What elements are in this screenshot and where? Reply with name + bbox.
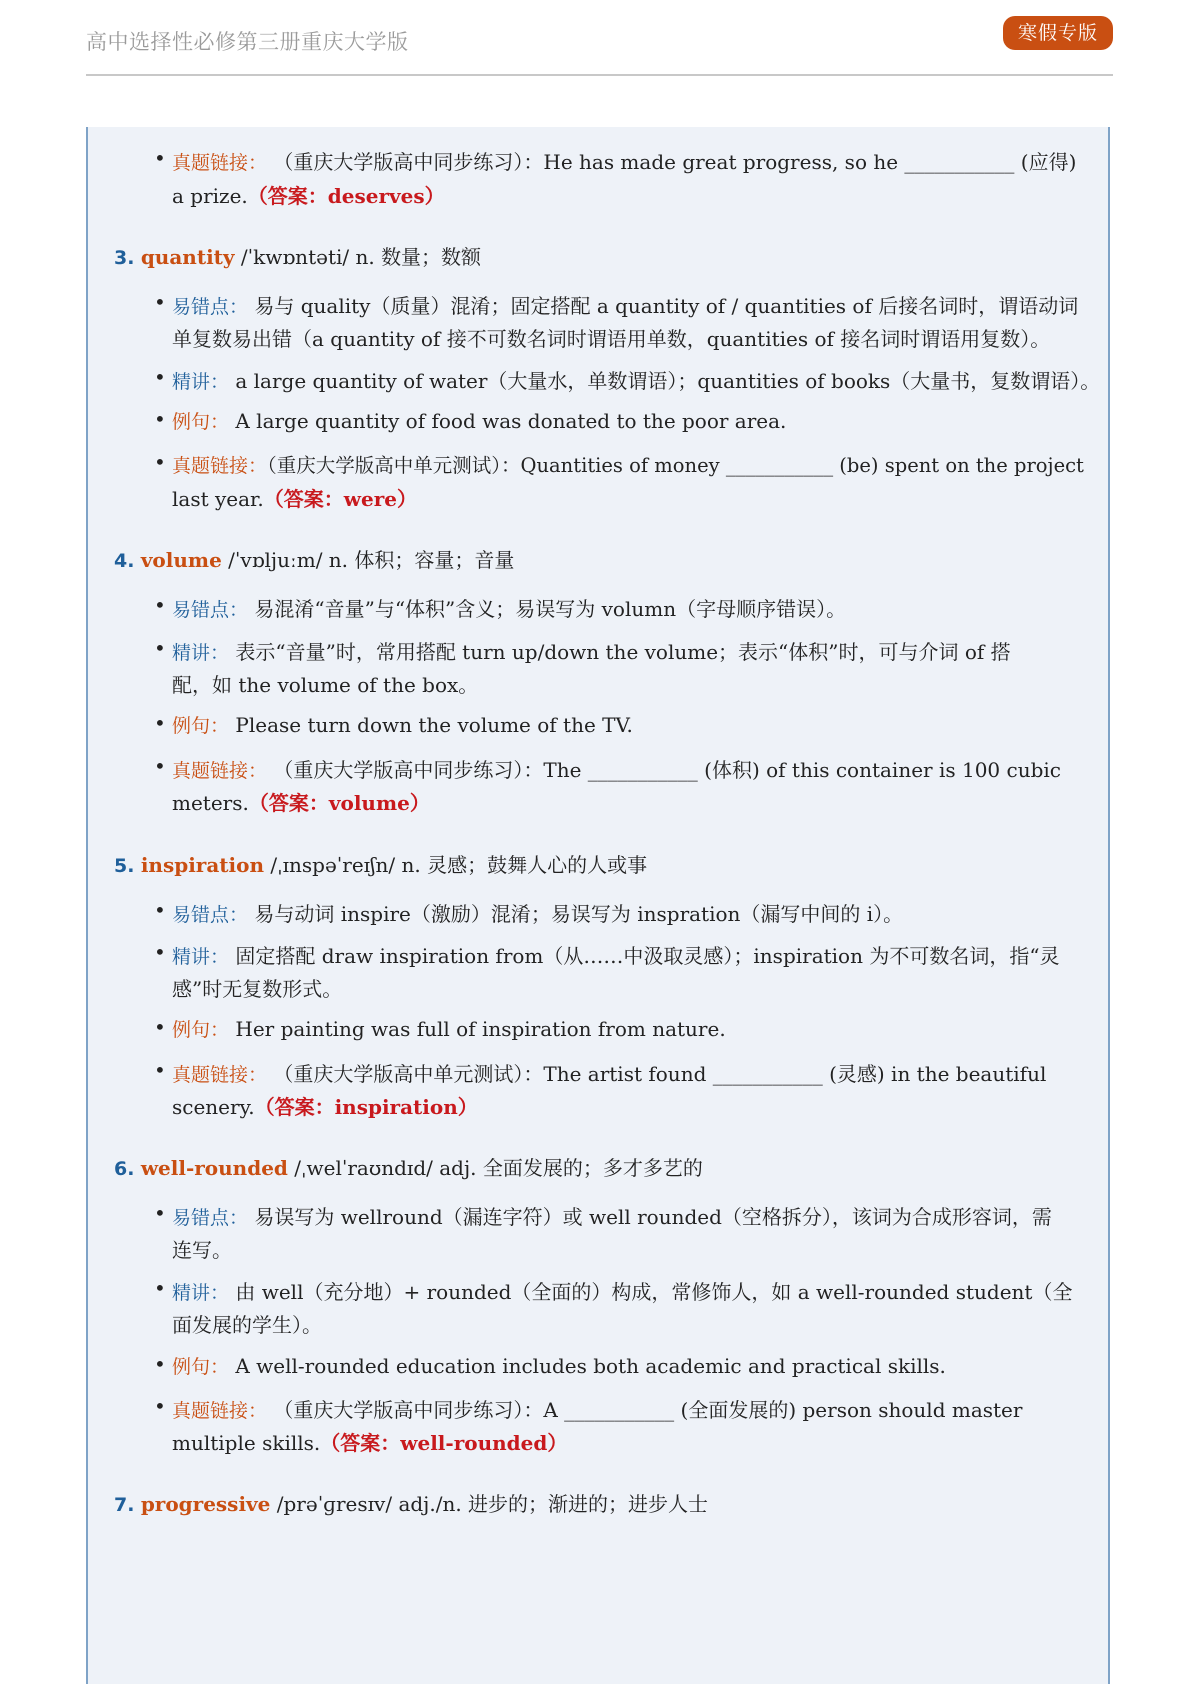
entry-heading (114, 849, 647, 878)
entry-number: 4. (114, 550, 135, 572)
entry-number: 6. (114, 1158, 135, 1180)
link-label: 真题链接： (172, 152, 268, 174)
list-item (172, 636, 1011, 665)
explain-text: 配，如 the volume of the box。 (172, 673, 479, 697)
bullet: • (154, 898, 166, 922)
link-label: 真题链接： (172, 1064, 268, 1086)
list-item (172, 787, 430, 816)
list-item (172, 1058, 1046, 1087)
link-label: 真题链接： (172, 760, 268, 782)
list-item (172, 1427, 567, 1456)
entry-definition: /prəˈɡresɪv/ adj./n. 进步的；渐进的；进步人士 (276, 1492, 709, 1516)
bullet: • (154, 290, 166, 314)
list-item (172, 754, 1061, 783)
link-text: a prize. (172, 184, 248, 208)
list-item (172, 407, 786, 434)
list-item (172, 365, 1100, 394)
answer: （答案：volume） (248, 791, 430, 815)
explain-text: 表示“音量”时，常用搭配 turn up/down the volume；表示“体积”时，可与介词 of 搭 (235, 640, 1011, 664)
bullet: • (154, 1276, 166, 1300)
entry-definition: /ˈkwɒntəti/ n. 数量；数额 (240, 245, 482, 269)
link-text: （重庆大学版高中同步练习）：The ___________ (体积) of this container is 100 cubic (273, 758, 1061, 782)
bullet: • (154, 146, 166, 170)
bullet: • (154, 1394, 166, 1418)
list-item (172, 973, 342, 1002)
link-text: （重庆大学版高中同步练习）：A ___________ (全面发展的) person should master (273, 1398, 1023, 1422)
example-label: 例句： (172, 411, 230, 433)
entry-number: 7. (114, 1494, 135, 1516)
explain-text: 感”时无复数形式。 (172, 977, 343, 1001)
bullet: • (154, 1352, 166, 1376)
bullet: • (154, 450, 166, 474)
list-item (172, 1015, 726, 1042)
answer: （答案：deserves） (247, 184, 445, 208)
list-item (172, 711, 633, 738)
bullet: • (154, 636, 166, 660)
explain-text: 由 well（充分地）+ rounded（全面的）构成，常修饰人，如 a well-rounded student（全 (235, 1280, 1073, 1304)
entry-definition: /ˈvɒljuːm/ n. 体积；容量；音量 (228, 548, 515, 572)
link-text: last year. (172, 487, 264, 511)
error-text: 连写。 (172, 1238, 232, 1262)
explain-text: a large quantity of water（大量水，单数谓语）；quantities of books（大量书，复数谓语）。 (235, 369, 1101, 393)
header-title: 高中选择性必修第三册重庆大学版 (86, 30, 409, 54)
error-label: 易错点： (172, 599, 249, 621)
bullet: • (154, 365, 166, 389)
error-text: 单复数易出错（a quantity of 接不可数名词时谓语用单数，quantities of 接名词时谓语用复数）。 (172, 327, 1051, 351)
list-item (172, 1201, 1052, 1230)
error-text: 易混淆“音量”与“体积”含义；易误写为 volumn（字母顺序错误）。 (254, 597, 847, 621)
bullet: • (154, 407, 166, 431)
entry-heading (114, 241, 481, 270)
entry-number: 5. (114, 855, 135, 877)
explain-text: 面发展的学生）。 (172, 1313, 322, 1337)
entry-number: 3. (114, 247, 135, 269)
list-item (172, 146, 1076, 175)
explain-label: 精讲： (172, 642, 230, 664)
explain-label: 精讲： (172, 946, 230, 968)
link-label: 真题链接： (172, 1400, 268, 1422)
example-text: Please turn down the volume of the TV. (235, 713, 633, 737)
error-text: 易与 quality（质量）混淆；固定搭配 a quantity of / quantities of 后接名词时，谓语动词 (254, 294, 1079, 318)
example-label: 例句： (172, 715, 230, 737)
bullet: • (154, 940, 166, 964)
error-text: 易与动词 inspire（激励）混淆；易误写为 inspration（漏写中间的 i）。 (254, 902, 904, 926)
link-text: meters. (172, 791, 249, 815)
bullet: • (154, 1201, 166, 1225)
example-label: 例句： (172, 1356, 230, 1378)
list-item (172, 898, 903, 927)
bullet: • (154, 1015, 166, 1039)
edition-badge: 寒假专版 (1003, 16, 1113, 50)
answer: （答案：well-rounded） (320, 1431, 568, 1455)
bullet: • (154, 593, 166, 617)
entry-definition: /ˌwelˈraʊndɪd/ adj. 全面发展的；多才多艺的 (294, 1156, 703, 1180)
list-item (172, 593, 846, 622)
answer: （答案：were） (263, 487, 417, 511)
bullet: • (154, 711, 166, 735)
link-text: scenery. (172, 1095, 255, 1119)
list-item (172, 1091, 478, 1120)
entry-word: volume (140, 548, 222, 572)
list-item (172, 1394, 1022, 1423)
list-item (172, 450, 1084, 478)
entry-word: quantity (140, 245, 235, 269)
list-item (172, 1276, 1072, 1305)
list-item (172, 669, 478, 698)
error-label: 易错点： (172, 296, 249, 318)
list-item (172, 180, 445, 209)
list-item (172, 1352, 946, 1379)
entry-word: well-rounded (140, 1156, 288, 1180)
explain-text: 固定搭配 draw inspiration from（从……中汲取灵感）；inspiration 为不可数名词，指“灵 (235, 944, 1060, 968)
list-item (172, 940, 1060, 969)
example-text: A well-rounded education includes both academic and practical skills. (235, 1354, 946, 1378)
list-item (172, 483, 417, 512)
explain-label: 精讲： (172, 1282, 230, 1304)
link-text: （重庆大学版高中单元测试）：The artist found ___________ (灵感) in the beautiful (273, 1062, 1047, 1086)
list-item (172, 1234, 232, 1263)
header-divider (86, 74, 1113, 76)
error-label: 易错点： (172, 904, 249, 926)
entry-word: progressive (140, 1492, 271, 1516)
list-item (172, 1309, 322, 1338)
link-text: multiple skills. (172, 1431, 321, 1455)
entry-heading (114, 1488, 708, 1517)
explain-label: 精讲： (172, 371, 230, 393)
error-label: 易错点： (172, 1207, 249, 1229)
example-text: A large quantity of food was donated to the poor area. (235, 409, 787, 433)
link-text: （重庆大学版高中单元测试）：Quantities of money ___________ (be) spent on the project (267, 454, 1084, 477)
answer: （答案：inspiration） (254, 1095, 478, 1119)
entry-word: inspiration (140, 853, 265, 877)
entry-definition: /ˌɪnspəˈreɪʃn/ n. 灵感；鼓舞人心的人或事 (270, 853, 648, 877)
entry-heading (114, 544, 514, 573)
entry-heading (114, 1152, 703, 1181)
bullet: • (154, 754, 166, 778)
example-text: Her painting was full of inspiration from nature. (235, 1017, 726, 1041)
list-item (172, 290, 1078, 319)
error-text: 易误写为 wellround（漏连字符）或 well rounded（空格拆分），该词为合成形容词，需 (254, 1205, 1052, 1229)
link-label: 真题链接： (172, 455, 268, 477)
list-item (172, 323, 1050, 352)
link-text: （重庆大学版高中同步练习）：He has made great progress, so he ___________ (应得) (273, 150, 1077, 174)
bullet: • (154, 1058, 166, 1082)
example-label: 例句： (172, 1019, 230, 1041)
